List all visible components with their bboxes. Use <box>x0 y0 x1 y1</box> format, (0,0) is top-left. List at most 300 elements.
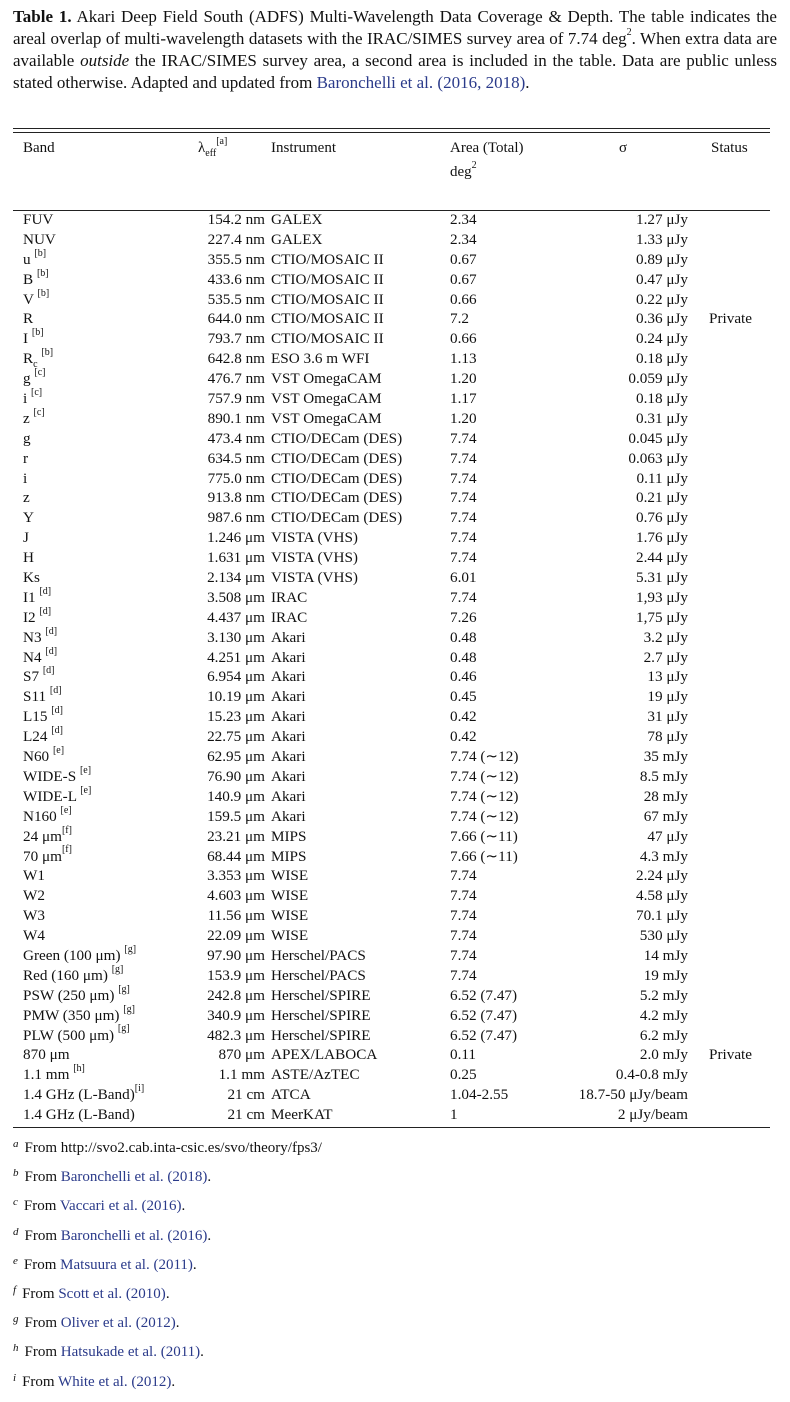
cell-sigma: 530 μJy <box>639 927 688 945</box>
table-row <box>13 1045 770 1065</box>
cell-lambda: 140.9 μm <box>207 787 265 805</box>
cell-band <box>23 804 72 827</box>
footnote-text: From <box>24 1344 61 1361</box>
cell-sigma: 6.2 mJy <box>639 1026 688 1044</box>
cell-band-text: PLW (500 μm) <box>23 1026 118 1044</box>
cell-lambda: 793.7 nm <box>207 330 265 348</box>
cell-area: 6.52 (7.47) <box>450 1026 518 1044</box>
cell-area: 1.13 <box>450 350 477 368</box>
cell-instrument: Akari <box>271 668 306 686</box>
cell-instrument: VST OmegaCAM <box>271 409 382 427</box>
cell-instrument: Herschel/SPIRE <box>271 986 371 1004</box>
cell-sigma: 2.7 μJy <box>643 648 688 666</box>
cell-sigma: 0.24 μJy <box>635 330 688 348</box>
caption-label: Table 1. <box>13 7 72 26</box>
table-row <box>13 764 770 787</box>
footnote-item <box>13 1138 322 1159</box>
cell-band-text: r <box>23 449 29 467</box>
table-row <box>13 605 770 628</box>
cell-lambda: 3.353 μm <box>207 867 265 885</box>
cell-lambda: 76.90 μm <box>207 767 265 785</box>
cell-band-note: [c] <box>34 367 46 379</box>
cell-band-note: [b] <box>36 267 49 279</box>
cell-sigma: 19 μJy <box>647 688 688 706</box>
table-row <box>13 1105 770 1125</box>
cell-sigma: 0.89 μJy <box>635 250 688 268</box>
cell-instrument: CTIO/MOSAIC II <box>271 310 384 328</box>
cell-band-text: WIDE-L <box>23 787 81 805</box>
cell-area: 1 <box>450 1106 458 1124</box>
footnote-citation-link[interactable]: Hatsukade et al. (2011) <box>60 1344 201 1361</box>
cell-sigma: 0.31 μJy <box>635 409 688 427</box>
cell-instrument: CTIO/MOSAIC II <box>271 250 384 268</box>
cell-band <box>23 926 45 946</box>
cell-band-text: u <box>23 250 35 268</box>
cell-band <box>23 267 49 290</box>
cell-sigma: 5.31 μJy <box>635 569 688 587</box>
cell-lambda: 6.954 μm <box>207 668 265 686</box>
table-row <box>13 983 770 1006</box>
cell-band <box>23 386 43 409</box>
cell-area: 2.34 <box>450 211 477 228</box>
table-row <box>13 1085 770 1105</box>
cell-lambda: 433.6 nm <box>207 270 265 288</box>
header-sigma: σ <box>619 140 628 156</box>
cell-band <box>23 744 65 767</box>
caption-text-3: the IRAC/SIMES survey area, a second area is included in the table. Data are public unless stated otherwise. Adapted and updated from <box>13 51 777 92</box>
cell-lambda: 482.3 μm <box>207 1026 265 1044</box>
footnote-citation-link[interactable]: White et al. (2012) <box>58 1373 172 1390</box>
cell-area: 7.74 (∼12) <box>450 748 519 766</box>
footnote-item <box>13 1226 211 1247</box>
cell-lambda: 355.5 nm <box>207 250 265 268</box>
cell-lambda: 340.9 μm <box>207 1006 265 1024</box>
cell-band <box>23 585 52 608</box>
cell-area: 1.20 <box>450 370 477 388</box>
cell-area: 7.74 <box>450 966 477 984</box>
table-row <box>13 667 770 687</box>
cell-band-note: [b] <box>41 347 54 359</box>
table-row <box>13 247 770 270</box>
cell-band-note: [b] <box>37 287 50 299</box>
cell-sigma: 28 mJy <box>643 787 688 805</box>
table-row <box>13 886 770 906</box>
cell-area: 7.74 <box>450 509 477 527</box>
cell-instrument: Akari <box>271 708 306 726</box>
cell-band-note: [e] <box>60 804 72 816</box>
table-row <box>13 963 770 986</box>
table-row <box>13 585 770 608</box>
cell-band-text: g <box>23 370 35 388</box>
cell-band-text: z <box>23 409 34 427</box>
table-row <box>13 926 770 946</box>
cell-area: 1.17 <box>450 390 477 408</box>
cell-band-text: H <box>23 549 34 567</box>
cell-area: 7.74 <box>450 887 477 905</box>
table-row <box>13 210 770 230</box>
footnote-letter: a <box>13 1138 19 1150</box>
cell-band-text: FUV <box>23 211 54 228</box>
table-row <box>13 744 770 767</box>
cell-instrument: Akari <box>271 648 306 666</box>
header-lambda-symbol: λ <box>198 140 206 156</box>
cell-band <box>23 983 130 1006</box>
footnote-letter: g <box>13 1313 19 1326</box>
cell-instrument: ATCA <box>271 1086 311 1104</box>
cell-band <box>23 508 34 528</box>
caption-text-1: Akari Deep Field South (ADFS) Multi-Wavelength Data Coverage & Depth. The table indicates the areal overlap of multi-wavelength datasets with the IRAC/SIMES survey area of 7.74 deg <box>13 7 777 48</box>
cell-lambda: 62.95 μm <box>207 748 265 766</box>
cell-lambda: 913.8 nm <box>207 489 265 507</box>
cell-instrument: CTIO/MOSAIC II <box>271 290 384 308</box>
cell-instrument: CTIO/DECam (DES) <box>271 449 403 467</box>
cell-sigma: 0.063 μJy <box>628 449 688 467</box>
cell-area: 0.66 <box>450 330 477 348</box>
cell-band-note: [b] <box>34 247 47 259</box>
table-row <box>13 687 770 707</box>
table-row <box>13 386 770 409</box>
header-lambda-sub: eff <box>205 148 217 159</box>
cell-sigma: 18.7-50 μJy/beam <box>578 1086 688 1104</box>
cell-sigma: 1.33 μJy <box>635 230 688 248</box>
cell-band-note: [d] <box>51 725 63 737</box>
cell-band <box>23 866 45 886</box>
cell-area: 7.74 (∼12) <box>450 767 519 785</box>
cell-area: 1.04-2.55 <box>450 1086 509 1104</box>
table-row <box>13 804 770 827</box>
cell-band-text: 24 μm <box>23 827 62 845</box>
cell-area: 6.52 (7.47) <box>450 986 518 1004</box>
footnote-item <box>13 1196 185 1217</box>
cell-area: 0.11 <box>450 1046 477 1064</box>
cell-lambda: 3.508 μm <box>207 588 265 606</box>
footnote-citation-link[interactable]: Matsuura et al. (2011) <box>60 1256 193 1273</box>
table-row <box>13 784 770 807</box>
cell-area: 0.67 <box>450 250 477 268</box>
cell-sigma: 31 μJy <box>647 708 688 726</box>
footnote-item <box>13 1372 175 1393</box>
cell-area: 7.74 <box>450 449 477 467</box>
cell-lambda: 15.23 μm <box>207 708 265 726</box>
cell-instrument: Herschel/PACS <box>271 966 366 984</box>
cell-instrument: CTIO/DECam (DES) <box>271 509 403 527</box>
cell-band <box>23 449 28 469</box>
footnote-item <box>13 1255 197 1276</box>
cell-band-text: g <box>23 429 31 447</box>
cell-instrument: Akari <box>271 767 306 785</box>
cell-band <box>23 1105 135 1125</box>
top-rule-2 <box>13 132 770 133</box>
cell-band <box>23 943 137 966</box>
cell-band <box>23 1065 85 1085</box>
cell-band-text: N3 <box>23 628 46 646</box>
cell-instrument: WISE <box>271 907 309 925</box>
cell-instrument: ASTE/AzTEC <box>271 1066 360 1084</box>
cell-area: 6.01 <box>450 569 477 587</box>
cell-band-text: Y <box>23 509 34 527</box>
cell-area: 7.74 <box>450 588 477 606</box>
cell-band-note: [d] <box>51 705 63 717</box>
cell-sigma: 35 mJy <box>643 748 688 766</box>
cell-lambda: 2.134 μm <box>207 569 265 587</box>
cell-band-text: R <box>23 310 34 328</box>
caption-italic: outside <box>80 51 130 70</box>
table-row <box>13 548 770 568</box>
cell-band-note: [d] <box>39 585 52 597</box>
cell-band <box>23 230 56 250</box>
cell-band-text: W1 <box>23 867 45 885</box>
footnote-citation-link[interactable]: Baronchelli et al. (2018) <box>60 1169 208 1186</box>
cell-area: 7.74 (∼12) <box>450 787 519 805</box>
cell-band-note: [c] <box>31 386 43 398</box>
cell-band <box>23 406 45 429</box>
cell-sigma: 0.22 μJy <box>635 290 688 308</box>
header-instrument: Instrument <box>271 140 336 156</box>
cell-band <box>23 886 45 906</box>
cell-instrument: CTIO/DECam (DES) <box>271 429 403 447</box>
cell-sigma: 0.18 μJy <box>635 350 688 368</box>
cell-lambda: 21 cm <box>227 1106 265 1124</box>
cell-instrument: VISTA (VHS) <box>271 529 358 547</box>
cell-instrument: WISE <box>271 927 309 945</box>
cell-band-note: [h] <box>73 1063 85 1075</box>
cell-band-note: [g] <box>118 983 130 995</box>
cell-band <box>23 1045 70 1065</box>
cell-band-text: J <box>23 529 29 547</box>
footnote-citation-link[interactable]: Baronchelli et al. (2016) <box>60 1227 208 1244</box>
footnote-item <box>13 1284 170 1305</box>
cell-area: 0.66 <box>450 290 477 308</box>
cell-band-note: [d] <box>45 625 58 637</box>
cell-area: 7.26 <box>450 608 477 626</box>
table-row <box>13 645 770 668</box>
header-area-label: Area (Total) <box>450 140 524 156</box>
cell-area: 1.20 <box>450 409 477 427</box>
cell-instrument: VST OmegaCAM <box>271 370 382 388</box>
cell-area: 7.74 <box>450 489 477 507</box>
cell-band-text: R <box>23 350 34 368</box>
cell-instrument: WISE <box>271 867 309 885</box>
cell-band <box>23 469 27 489</box>
cell-sigma: 5.2 mJy <box>639 986 688 1004</box>
cell-lambda: 21 cm <box>227 1086 265 1104</box>
footnote-text: From <box>24 1227 61 1244</box>
footnote-item <box>13 1313 179 1334</box>
cell-band <box>23 568 40 588</box>
cell-lambda: 890.1 nm <box>207 409 265 427</box>
footnote-letter: f <box>13 1284 17 1296</box>
cell-sigma: 4.2 mJy <box>639 1006 688 1024</box>
cell-instrument: Akari <box>271 807 306 825</box>
cell-lambda: 775.0 nm <box>207 469 265 487</box>
cell-band-note: [g] <box>117 1023 130 1035</box>
cell-band-text: 1.4 GHz (L-Band) <box>23 1086 135 1104</box>
cell-band <box>23 548 34 568</box>
cell-instrument: VISTA (VHS) <box>271 569 358 587</box>
footnote-end: . <box>200 1344 204 1361</box>
cell-sigma: 1.27 μJy <box>635 211 688 228</box>
cell-band <box>23 784 92 807</box>
cell-band-text: 1.4 GHz (L-Band) <box>23 1106 135 1124</box>
cell-band <box>23 210 53 230</box>
cell-area: 0.48 <box>450 628 477 646</box>
cell-band-note: [f] <box>61 844 72 856</box>
table-row <box>13 568 770 588</box>
table-row <box>13 349 770 369</box>
cell-band-text: L15 <box>23 708 52 726</box>
cell-area: 7.74 <box>450 946 477 964</box>
cell-band-note: [c] <box>33 406 45 418</box>
table-row <box>13 287 770 310</box>
footnote-text: From <box>23 1256 61 1273</box>
header-lambda-note: [a] <box>216 136 228 147</box>
cell-instrument: CTIO/DECam (DES) <box>271 469 403 487</box>
cell-lambda: 1.246 μm <box>207 529 265 547</box>
cell-instrument: MeerKAT <box>271 1106 333 1124</box>
table-row <box>13 429 770 449</box>
cell-band-note: [e] <box>52 744 65 756</box>
table-row <box>13 707 770 727</box>
footnote-end: . <box>192 1256 197 1273</box>
cell-lambda: 642.8 nm <box>207 350 265 368</box>
cell-band-text: S11 <box>23 688 50 706</box>
cell-lambda: 4.251 μm <box>207 648 265 666</box>
cell-band-text: L24 <box>23 728 52 746</box>
cell-sigma: 78 μJy <box>647 728 688 746</box>
cell-instrument: GALEX <box>271 230 323 248</box>
cell-band <box>23 764 92 787</box>
cell-lambda: 1.1 mm <box>218 1066 265 1084</box>
cell-area: 0.42 <box>450 708 477 726</box>
cell-sigma: 1.76 μJy <box>635 529 688 547</box>
cell-area: 0.45 <box>450 688 477 706</box>
table-row <box>13 866 770 886</box>
cell-band <box>23 844 72 867</box>
cell-lambda: 242.8 μm <box>207 986 265 1004</box>
table-row <box>13 406 770 429</box>
footnote-citation-link[interactable]: Oliver et al. (2012) <box>60 1315 176 1332</box>
cell-band-text: I <box>23 330 32 348</box>
table-row <box>13 488 770 508</box>
footnote-end: . <box>181 1198 186 1215</box>
cell-instrument: IRAC <box>271 608 308 626</box>
cell-lambda: 4.437 μm <box>207 608 265 626</box>
cell-band-text: S7 <box>23 668 43 686</box>
cell-instrument: Akari <box>271 748 306 766</box>
cell-lambda: 3.130 μm <box>207 628 265 646</box>
cell-band-text: PSW (250 μm) <box>23 986 119 1004</box>
cell-instrument: WISE <box>271 887 309 905</box>
cell-band-text: Green (100 μm) <box>23 946 125 964</box>
cell-band-text: z <box>23 489 30 507</box>
cell-sigma: 0.18 μJy <box>635 390 688 408</box>
cell-area: 7.66 (∼11) <box>450 827 518 845</box>
cell-instrument: CTIO/MOSAIC II <box>271 330 384 348</box>
cell-area: 7.74 <box>450 549 477 567</box>
cell-lambda: 23.21 μm <box>207 827 265 845</box>
cell-sigma: 14 mJy <box>643 946 688 964</box>
footnote-end: . <box>171 1373 176 1390</box>
table-row <box>13 1023 770 1046</box>
cell-lambda: 634.5 nm <box>207 449 265 467</box>
cell-band-note: [g] <box>123 1003 135 1015</box>
cell-band-note: [d] <box>39 605 52 617</box>
header-area-unit <box>450 162 524 182</box>
cell-sigma: 0.11 μJy <box>636 469 688 487</box>
table-row <box>13 369 770 389</box>
table-row <box>13 469 770 489</box>
cell-band-note: [g] <box>124 943 137 955</box>
cell-lambda: 97.90 μm <box>207 946 265 964</box>
cell-band-text: W2 <box>23 887 45 905</box>
cell-sigma: 13 μJy <box>647 668 688 686</box>
cell-sigma: 4.3 mJy <box>639 847 688 865</box>
cell-sigma: 8.5 mJy <box>639 767 688 785</box>
cell-area: 2.34 <box>450 230 477 248</box>
footnote-citation-link[interactable]: Vaccari et al. (2016) <box>59 1198 182 1215</box>
cell-band-note: [d] <box>49 685 62 697</box>
footnote-letter: c <box>13 1196 18 1209</box>
footnote-citation-link[interactable]: Scott et al. (2010) <box>58 1286 166 1302</box>
cell-band-text: i <box>23 390 32 408</box>
cell-band-text: V <box>23 290 38 308</box>
caption-sup: 2 <box>626 27 632 39</box>
cell-band <box>23 906 45 926</box>
cell-band-note: [d] <box>42 665 55 677</box>
cell-band <box>23 247 47 270</box>
cell-instrument: Akari <box>271 787 306 805</box>
cell-instrument: MIPS <box>271 827 307 845</box>
cell-lambda: 22.75 μm <box>207 728 265 746</box>
caption-citation-link[interactable]: Baronchelli et al. (2016, 2018) <box>316 73 526 92</box>
cell-band-text: N4 <box>23 648 46 666</box>
table-row <box>13 329 770 349</box>
cell-lambda: 535.5 nm <box>207 290 265 308</box>
header-area-unit-sup: 2 <box>471 160 477 171</box>
cell-band-note: [i] <box>134 1083 145 1095</box>
cell-area: 7.2 <box>450 310 469 328</box>
cell-lambda: 22.09 μm <box>207 927 265 945</box>
cell-area: 0.67 <box>450 270 477 288</box>
cell-area: 7.66 (∼11) <box>450 847 518 865</box>
caption-text-2: . When extra data are available <box>13 29 777 70</box>
cell-lambda: 159.5 μm <box>207 807 265 825</box>
cell-instrument: CTIO/MOSAIC II <box>271 270 384 288</box>
cell-lambda: 987.6 nm <box>207 509 265 527</box>
cell-lambda: 227.4 nm <box>207 230 265 248</box>
cell-band-sub: c <box>33 359 38 371</box>
cell-band-text: W3 <box>23 907 45 925</box>
cell-band-text: NUV <box>23 230 56 248</box>
cell-lambda: 4.603 μm <box>207 887 265 905</box>
header-lambda <box>198 138 227 164</box>
cell-sigma: 2.24 μJy <box>635 867 688 885</box>
cell-instrument: Herschel/PACS <box>271 946 366 964</box>
cell-area: 0.46 <box>450 668 477 686</box>
cell-instrument: Herschel/SPIRE <box>271 1006 371 1024</box>
footnote-letter: b <box>13 1167 19 1180</box>
table-row <box>13 906 770 926</box>
cell-area: 7.74 <box>450 927 477 945</box>
header-band: Band <box>23 140 55 156</box>
cell-lambda: 68.44 μm <box>207 847 265 865</box>
cell-area: 7.74 <box>450 529 477 547</box>
cell-instrument: ESO 3.6 m WFI <box>271 350 370 368</box>
table-row <box>13 528 770 548</box>
top-rule-1 <box>13 128 770 129</box>
footnote-end: . <box>175 1315 180 1332</box>
cell-lambda: 473.4 nm <box>207 429 265 447</box>
